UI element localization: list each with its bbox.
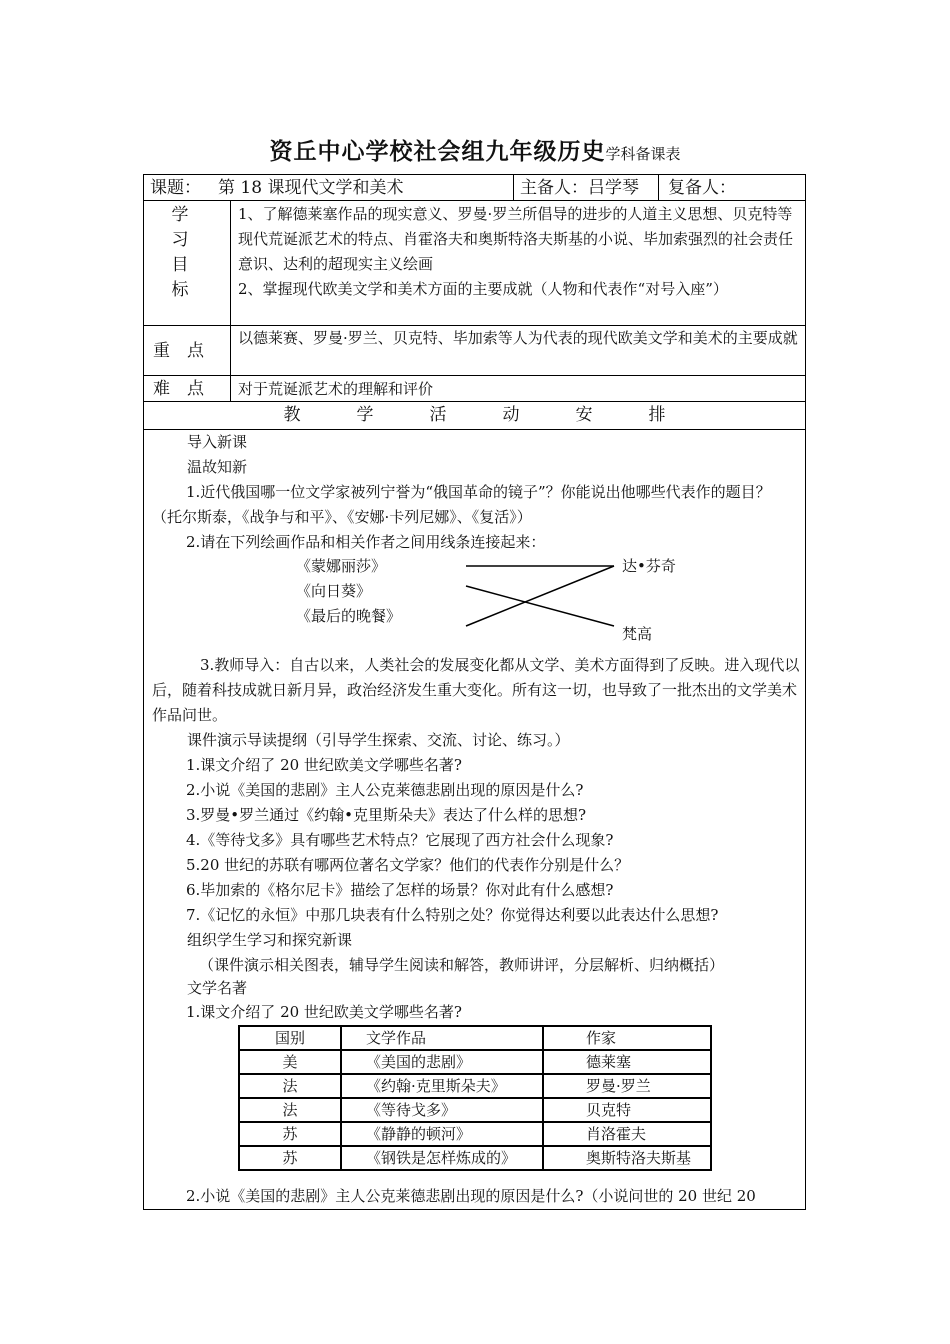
study-heading: 组织学生学习和探究新课: [187, 931, 353, 949]
outline-item: 2.小说《美国的悲剧》主人公克莱德悲剧出现的原因是什么?: [186, 781, 584, 799]
matching-line: [466, 586, 614, 626]
table-header-row: [239, 1026, 711, 1050]
goals-label: 学 习 目 标: [171, 205, 189, 300]
outline-item: 3.罗曼•罗兰通过《约翰•克里斯朵夫》表达了什么样的思想?: [186, 806, 587, 824]
study-note: （课件演示相关图表，辅导学生阅读和解答，教师讲评，分层解析、归纳概括）: [199, 956, 725, 974]
key-point-label: 重 点: [153, 341, 204, 361]
painting-work: 《蒙娜丽莎》: [296, 557, 387, 575]
intro-question-2: 2.请在下列绘画作品和相关作者之间用线条连接起来：: [186, 533, 546, 551]
outline-item: 1.课文介绍了 20 世纪欧美文学哪些名著?: [186, 756, 462, 774]
painting-artist: 达•芬奇: [622, 557, 676, 575]
painting-work: 《最后的晚餐》: [296, 607, 402, 625]
outline-item: 6.毕加索的《格尔尼卡》描绘了怎样的场景？你对此有什么感想?: [186, 881, 614, 899]
new-lesson-heading: 导入新课: [187, 433, 248, 451]
activity-header: 教 学 活 动 安 排: [283, 405, 666, 425]
outline-item: 5.20 世纪的苏联有哪两位著名文学家？他们的代表作分别是什么？: [186, 856, 630, 874]
table-row: 苏 《钢铁是怎样炼成的》 奥斯特洛夫斯基: [239, 1146, 711, 1170]
table-row: 苏 《静静的顿河》 肖洛霍夫: [239, 1122, 711, 1146]
outline-heading: 课件演示导读提纲（引导学生探索、交流、讨论、练习。）: [187, 731, 570, 749]
difficulty-label: 难 点: [153, 379, 204, 399]
literature-heading: 文学名著: [187, 979, 248, 997]
matching-line: [466, 566, 614, 626]
co-preparer: 复备人：: [668, 178, 736, 198]
literature-question-2: 2.小说《美国的悲剧》主人公克莱德悲剧出现的原因是什么?（小说问世的 20 世纪 20: [186, 1187, 756, 1205]
table-row: 美 《美国的悲剧》 德莱塞: [239, 1050, 711, 1074]
preparer: 主备人：吕学琴: [520, 178, 639, 198]
goal-item-2: 2、掌握现代欧美文学和美术方面的主要成就（人物和代表作“对号入座”）: [238, 280, 728, 298]
literature-table: [238, 1025, 712, 1171]
title-suffix: 学科备课表: [605, 145, 681, 163]
lesson-topic: 第 18 课现代文学和美术: [218, 178, 404, 198]
outline-item: 7.《记忆的永恒》中那几块表有什么特别之处？你觉得达利要以此表达什么思想?: [186, 906, 719, 924]
intro-question-3: 3.教师导入：自古以来，人类社会的发展变化都从文学、美术方面得到了反映。进入现代以后，随着科技成就日新月异，政治经济发生重大变化。所有这一切，也导致了一批杰出的文学美术作品问世。: [152, 656, 800, 724]
outline-item: 4.《等待戈多》具有哪些艺术特点？它展现了西方社会什么现象?: [186, 831, 614, 849]
title-main: 资丘中心学校社会组九年级历史: [269, 138, 606, 165]
literature-question-1: 1.课文介绍了 20 世纪欧美文学哪些名著?: [186, 1003, 462, 1021]
topic-label: 课题：: [150, 178, 201, 198]
table-row: 法 《等待戈多》 贝克特: [239, 1098, 711, 1122]
table-header-cell: 作家: [543, 1026, 711, 1050]
table-header-cell: 国别: [239, 1026, 341, 1050]
table-header-cell: 文学作品: [341, 1026, 543, 1050]
key-point-text: 以德莱赛、罗曼·罗兰、贝克特、毕加索等人为代表的现代欧美文学和美术的主要成就: [238, 329, 798, 347]
intro-question-1: 1.近代俄国哪一位文学家被列宁誉为“俄国革命的镜子”？你能说出他哪些代表作的题目？（托尔斯泰，《战争与和平》、《安娜·卡列尼娜》、《复活》）: [152, 483, 771, 526]
difficulty-text: 对于荒诞派艺术的理解和评价: [238, 380, 434, 398]
goal-item-1: 1、了解德莱塞作品的现实意义、罗曼·罗兰所倡导的进步的人道主义思想、贝克特等现代荒诞派艺术的特点、肖霍洛夫和奥斯特洛夫斯基的小说、毕加索强烈的社会责任意识、达利的超现实主义绘画: [238, 205, 794, 273]
painting-artist: 梵高: [622, 625, 653, 643]
painting-work: 《向日葵》: [296, 582, 372, 600]
table-row: 法 《约翰·克里斯朵夫》 罗曼·罗兰: [239, 1074, 711, 1098]
review-heading: 温故知新: [187, 458, 248, 476]
